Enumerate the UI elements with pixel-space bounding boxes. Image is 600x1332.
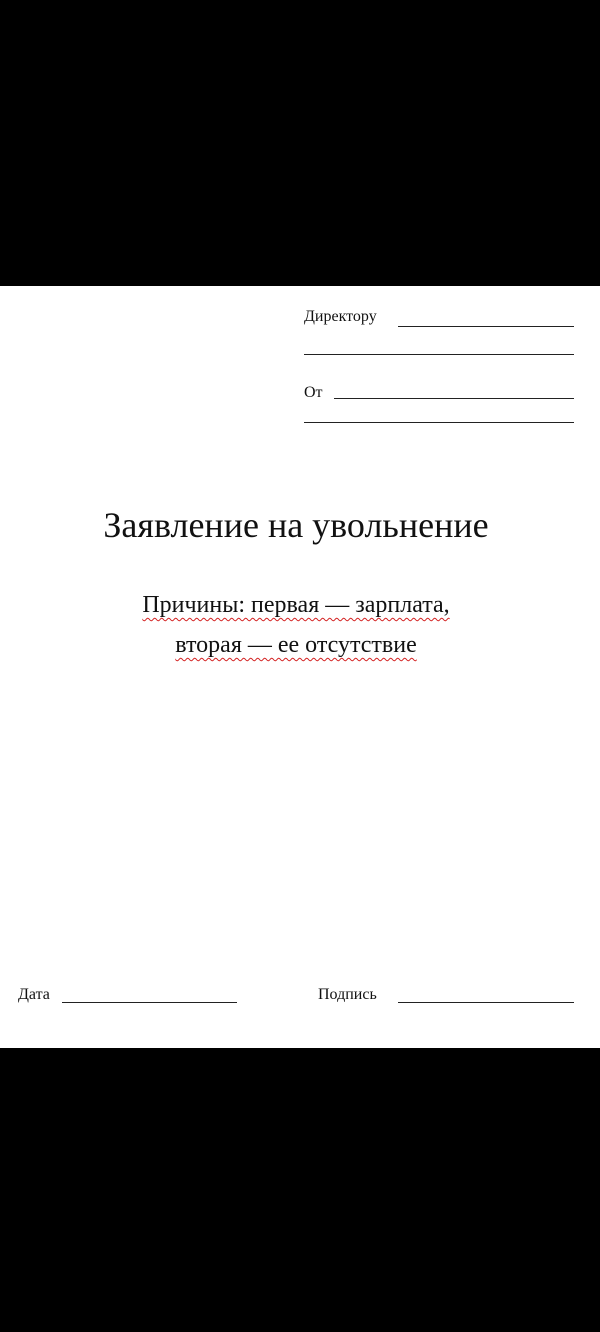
signature-line: [398, 1002, 574, 1003]
from-line: [334, 398, 574, 399]
reason-line-1: [0, 591, 592, 619]
bottom-black-bar: [0, 1048, 600, 1332]
reason-line-1-text: Причины: первая — зарплата,: [142, 592, 450, 618]
director-label: Директору: [304, 308, 377, 325]
signature-label: Подпись: [318, 986, 377, 1003]
document-title: Заявление на увольнение: [103, 505, 489, 545]
from-line-2: [304, 422, 574, 423]
director-line: [398, 326, 574, 327]
date-line: [62, 1002, 237, 1003]
reason-line-2-text: вторая — ее отсутствие: [175, 632, 417, 658]
director-line-2: [304, 354, 574, 355]
from-label: От: [304, 384, 323, 401]
reason-line-2: [0, 631, 592, 659]
top-black-bar: [0, 0, 600, 286]
document-sheet: [0, 286, 600, 1048]
date-label: Дата: [18, 986, 50, 1003]
